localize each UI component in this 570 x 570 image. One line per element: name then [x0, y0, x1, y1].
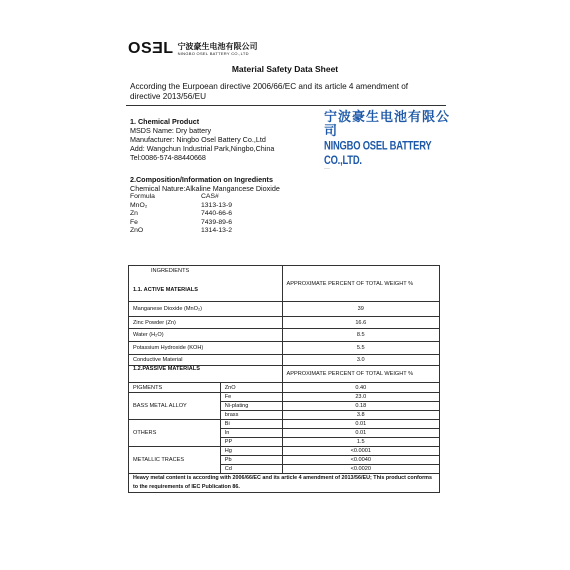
address: Add: Wangchun Industrial Park,Ningbo,China — [130, 144, 275, 153]
composition-row: Fe 7439-89-6 — [130, 218, 232, 226]
table-row: BASS METAL ALLOY Fe 23.0 — [129, 393, 440, 402]
intro-text — [130, 82, 460, 102]
table-row: brass 3.8 — [129, 411, 440, 420]
composition-header — [130, 193, 232, 202]
percent-header: APPROXIMATE PERCENT OF TOTAL WEIGHT % — [282, 266, 439, 302]
ingredients-table — [128, 265, 440, 493]
section-chemical-product — [130, 117, 274, 162]
section1-heading: 1. Chemical Product — [130, 117, 200, 126]
table-row: Conductive Material 3.0 — [129, 355, 440, 366]
active-materials-label: 1.1. ACTIVE MATERIALS — [133, 287, 198, 293]
table-row: Potassium Hydroxide (KOH) 5.5 — [129, 342, 440, 355]
table-row: Ni-plating 0.18 — [129, 402, 440, 411]
company-logo — [128, 40, 258, 58]
composition-row: ZnO 1314-13-2 — [130, 227, 232, 234]
composition-row: MnO₂ 1313-13-9 — [130, 201, 232, 209]
passive-header-row — [129, 366, 440, 383]
heavy-metal-note: Heavy metal content is according with 2006/66/EC and its article 4 amendment of 2013/56/EU; This product conforms to the requirements of IEC Publication 86. — [129, 474, 440, 493]
table-row: In 0.01 — [129, 429, 440, 438]
divider — [126, 105, 446, 106]
percent-header-2: APPROXIMATE PERCENT OF TOTAL WEIGHT % — [282, 366, 439, 383]
stamp-english: NINGBO OSEL BATTERY CO.,LTD. — [324, 138, 432, 167]
ingredients-label: INGREDIENTS — [151, 268, 190, 274]
document-title: Material Safety Data Sheet — [231, 64, 339, 74]
msds-name: MSDS Name: Dry battery — [130, 126, 212, 135]
table-row: PP 1.5 — [129, 438, 440, 447]
section2-heading: 2.Composition/Information on Ingredients — [130, 175, 273, 184]
table-row: Pb <0.0040 — [129, 456, 440, 465]
stamp-small-mark: —— — [324, 166, 330, 170]
stamp-chinese: 宁波豪生电池有限公司 — [324, 109, 451, 138]
chemical-nature: Chemical Nature:Alkaline Mangancese Dioxide — [130, 183, 280, 193]
table-row: Cd <0.0020 — [129, 465, 440, 474]
intro-line-2: directive 2013/56/EU — [130, 92, 207, 101]
passive-materials-label: 1.2.PASSIVE MATERIALS — [129, 366, 283, 383]
composition-list — [130, 193, 232, 236]
cas-header: CAS# — [201, 193, 219, 200]
table-row: PIGMENTS ZnO 0.40 — [129, 383, 440, 393]
logo-chinese-name: 宁波豪生电池有限公司 — [177, 42, 258, 51]
logo-english-name: NINGBO OSEL BATTERY CO.,LTD — [177, 51, 249, 56]
composition-row: Zn 7440-66-6 — [130, 210, 232, 217]
footer-row — [129, 474, 440, 493]
logo-mark: OSƎL — [128, 40, 174, 57]
manufacturer: Manufacturer: Ningbo Osel Battery Co.,Ltd — [130, 135, 266, 144]
company-stamp — [324, 110, 460, 170]
telephone: Tel:0086-574-88440668 — [130, 153, 206, 162]
table-header-row — [129, 266, 440, 302]
table-row: Manganese Dioxide (MnO₂) 39 — [129, 302, 440, 317]
table-row: Water (H₂O) 8.5 — [129, 329, 440, 342]
formula-header: Formula — [130, 193, 155, 200]
table-row: METALLIC TRACES Hg <0.0001 — [129, 447, 440, 456]
section-composition — [130, 176, 280, 193]
table-row: OTHERS Bi 0.01 — [129, 420, 440, 429]
table-row: Zinc Powder (Zn) 16.6 — [129, 317, 440, 329]
intro-line-1: According the Eurpoean directive 2006/66/EC and its article 4 amendment of — [130, 82, 409, 91]
